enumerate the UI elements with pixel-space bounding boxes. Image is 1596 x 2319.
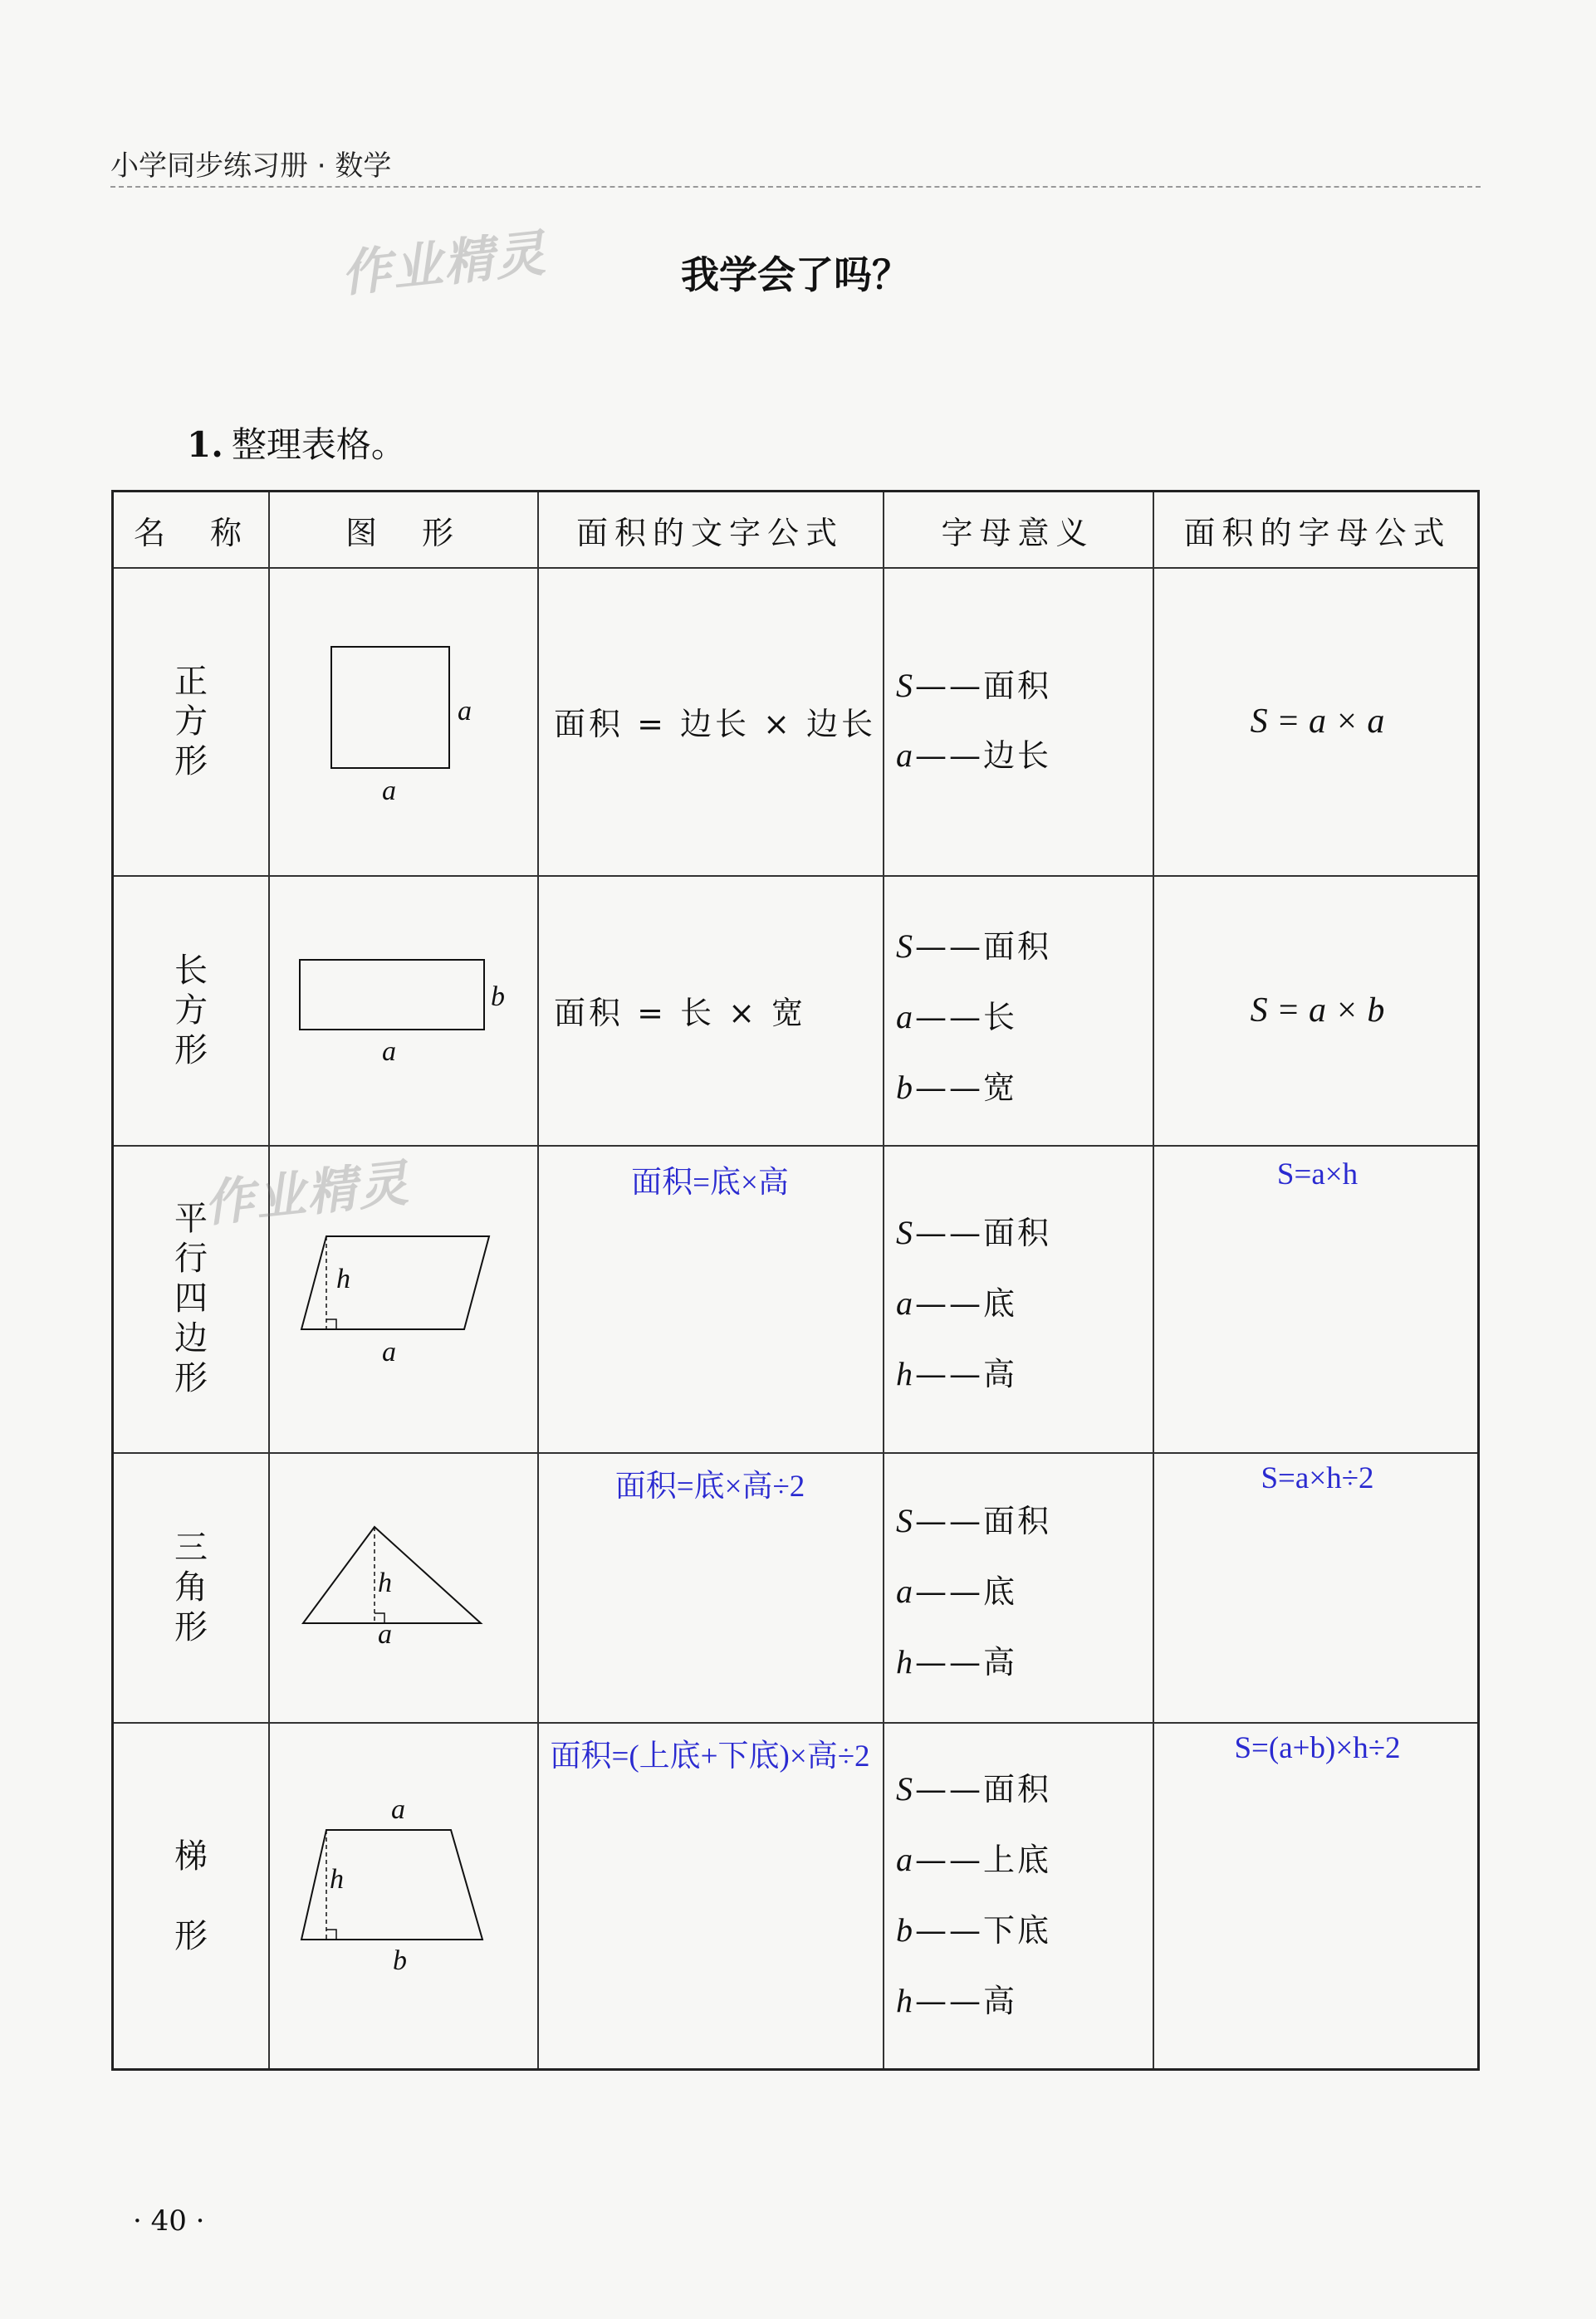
meaning-line: S——面积 — [896, 927, 1052, 965]
meaning-line: h——高 — [896, 1355, 1018, 1392]
shape-name-char: 边 — [174, 1319, 208, 1358]
meaning-line: b——宽 — [896, 1069, 1018, 1106]
watermark-middle: 作业精灵 — [201, 1154, 413, 1234]
shape-name-char: 形 — [174, 741, 208, 780]
label-height: b — [491, 981, 505, 1012]
trapezoid-diagram — [268, 1722, 537, 2071]
square-diagram — [268, 567, 537, 875]
meaning-line: h——高 — [896, 1643, 1018, 1681]
parallelogram-shape — [301, 1236, 489, 1329]
letter-formula-rectangle: S = a × b — [1250, 991, 1385, 1030]
label-top-base: a — [391, 1794, 405, 1825]
header-divider — [110, 186, 1481, 188]
shape-name-char: 行 — [174, 1240, 208, 1278]
word-formula-square: 面积 = 边长 × 边长 — [554, 706, 876, 742]
meaning-rectangle — [883, 875, 1153, 1145]
meaning-trapezoid — [883, 1722, 1153, 2071]
shape-name-char: 角 — [174, 1568, 208, 1607]
shape-name-char: 方 — [174, 991, 208, 1030]
word-formula-rectangle: 面积 = 长 × 宽 — [554, 995, 806, 1031]
triangle-shape — [303, 1527, 481, 1623]
figure-rectangle — [268, 875, 537, 1145]
watermark-top: 作业精灵 — [338, 224, 550, 304]
shape-name — [174, 1837, 208, 1956]
shape-name-char: 正 — [174, 662, 208, 701]
label-base: a — [382, 1036, 396, 1067]
square-shape — [331, 647, 449, 768]
meaning-square — [883, 567, 1153, 875]
question-text: 整理表格。 — [231, 424, 406, 465]
shape-name-char: 长 — [174, 951, 208, 990]
meaning-parallelogram — [883, 1145, 1153, 1452]
shape-name-char: 四 — [174, 1279, 208, 1318]
word-formula-trapezoid: 面积=(上底+下底)×高÷2 — [550, 1739, 870, 1773]
label-base: a — [382, 775, 396, 806]
shape-name-char: 梯 — [174, 1837, 208, 1876]
right-angle-mark — [326, 1930, 336, 1940]
question-number: 1. — [187, 424, 223, 465]
label-height: h — [378, 1568, 392, 1598]
meaning-line: S——面积 — [896, 1214, 1052, 1251]
word-formula-parallelogram: 面积=底×高 — [631, 1166, 789, 1200]
figure-square — [268, 567, 537, 875]
label-height: h — [336, 1264, 350, 1294]
row-name-trapezoid — [114, 1722, 268, 2071]
rectangle-shape — [300, 960, 484, 1030]
page-title: 我学会了吗？ — [681, 252, 910, 297]
right-angle-mark — [326, 1319, 336, 1329]
shape-name — [174, 1528, 208, 1647]
word-formula-triangle: 面积=底×高÷2 — [614, 1470, 805, 1504]
shape-name-char: 形 — [174, 1359, 208, 1397]
letter-formula-trapezoid: S=(a+b)×h÷2 — [1234, 1731, 1401, 1765]
header-letter-meaning: 字母意义 — [941, 514, 1094, 551]
shape-name — [174, 951, 208, 1070]
meaning-line: h——高 — [896, 1982, 1018, 2019]
shape-name-char: 形 — [174, 1917, 208, 1955]
figure-trapezoid — [268, 1722, 537, 2071]
triangle-diagram — [268, 1452, 537, 1722]
page-header: 小学同步练习册 · 数学 — [110, 149, 392, 183]
header-letter-formula: 面积的字母公式 — [1183, 514, 1452, 551]
row-name-triangle — [114, 1452, 268, 1722]
header-name: 名 称 — [133, 514, 248, 551]
trapezoid-shape — [301, 1830, 482, 1940]
shape-name-char: 方 — [174, 702, 208, 741]
figure-triangle — [268, 1452, 537, 1722]
shape-name-char: 形 — [174, 1607, 208, 1646]
label-height: h — [330, 1864, 344, 1895]
meaning-line: a——上底 — [896, 1841, 1052, 1878]
shape-name-char: 三 — [174, 1528, 208, 1567]
question-1 — [187, 418, 406, 467]
meaning-line: S——面积 — [896, 1770, 1052, 1808]
letter-formula-parallelogram: S=a×h — [1276, 1157, 1359, 1191]
meaning-line: a——长 — [896, 998, 1018, 1035]
meaning-line: a——底 — [896, 1573, 1018, 1610]
letter-formula-square: S = a × a — [1250, 702, 1385, 741]
meaning-line: b——下底 — [896, 1911, 1052, 1949]
label-side: a — [458, 696, 472, 727]
meaning-line: a——边长 — [896, 736, 1052, 774]
page-number: · 40 · — [133, 2204, 205, 2238]
meaning-line: S——面积 — [896, 1502, 1052, 1539]
header-shape: 图 形 — [345, 514, 460, 551]
formula-table — [111, 490, 1480, 2071]
label-base: a — [382, 1337, 396, 1367]
row-name-square — [114, 567, 268, 875]
shape-name-char: 平 — [174, 1200, 208, 1238]
shape-name — [174, 662, 208, 781]
letter-formula-triangle: S=a×h÷2 — [1261, 1461, 1374, 1495]
meaning-line: a——底 — [896, 1284, 1018, 1322]
row-name-rectangle — [114, 875, 268, 1145]
meaning-triangle — [883, 1452, 1153, 1722]
rectangle-diagram — [268, 875, 537, 1145]
shape-name — [174, 1199, 208, 1398]
label-base: a — [378, 1619, 392, 1650]
shape-name-char: 形 — [174, 1030, 208, 1069]
label-bottom-base: b — [393, 1945, 407, 1976]
meaning-line: S——面积 — [896, 667, 1052, 704]
header-word-formula: 面积的文字公式 — [575, 514, 844, 551]
